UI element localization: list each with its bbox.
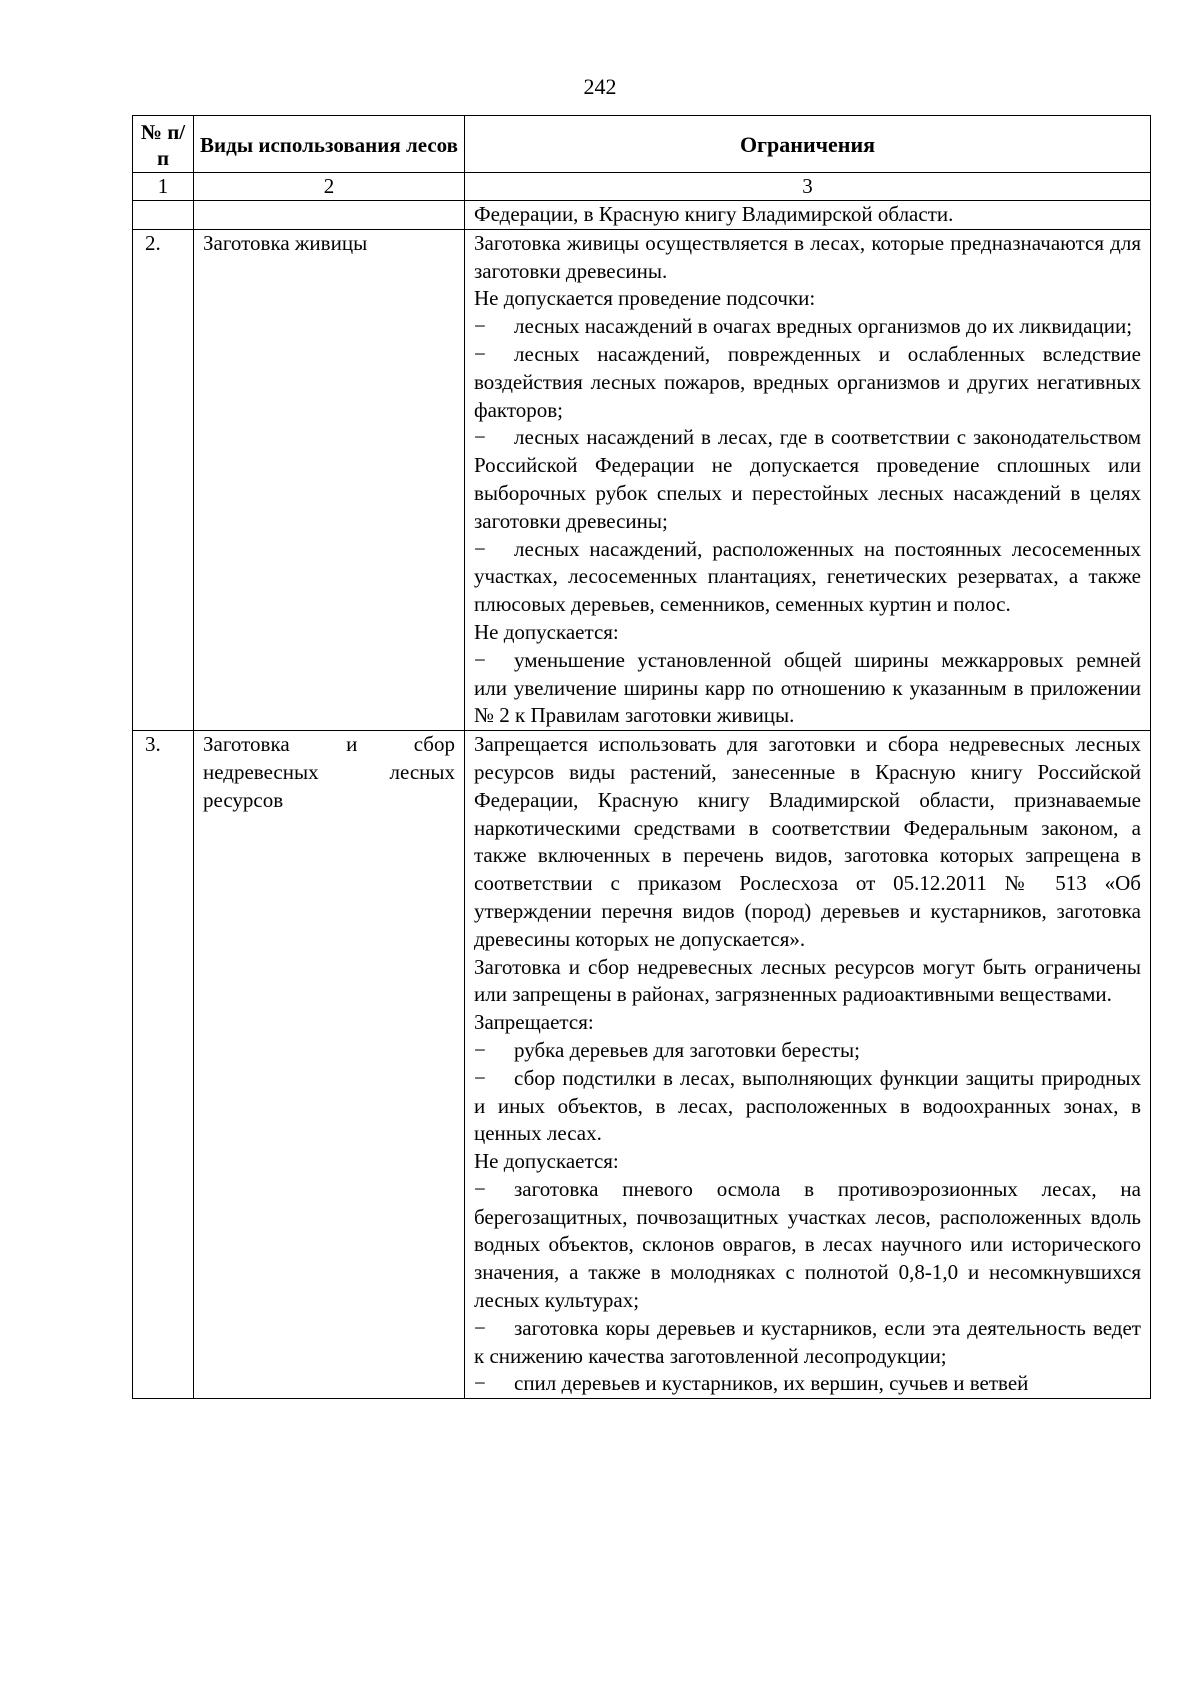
dash-item: − заготовка пневого осмола в противоэрозионных лесах, на берегозащитных, почвозащитных участках лесов, расположенных вдоль водных объектов, склонов оврагов, в лесах научного или исторического значения, а также в молодняках с полнотой 0,8-1,0 и несомкнувшихся лесных культурах; — [474, 1176, 1141, 1313]
paragraph: Не допускается проведение подсочки: — [474, 286, 816, 311]
kind-label: Заготовка живицы — [203, 230, 368, 255]
dash-icon: − — [474, 1037, 486, 1062]
dash-item: − спил деревьев и кустарников, их вершин, сучьев и ветвей — [474, 1370, 1141, 1398]
paragraph: Не допускается: — [474, 619, 619, 644]
paragraph: Заготовка живицы осуществляется в лесах, которые предназначаются для заготовки древесины. — [474, 230, 1141, 283]
paragraph: Федерации, в Красную книгу Владимирской области. — [474, 202, 954, 226]
table-row — [133, 731, 1151, 1399]
header-num: № п/п — [133, 116, 194, 173]
row-num — [133, 201, 194, 230]
dash-item: − заготовка коры деревьев и кустарников, если эта деятельность ведет к снижению качества заготовленной лесопродукции; — [474, 1315, 1141, 1368]
dash-item: − рубка деревьев для заготовки бересты; — [474, 1037, 1141, 1065]
row-restrictions — [465, 229, 1151, 730]
header-restrictions: Ограничения — [465, 116, 1151, 173]
column-index-3: 3 — [465, 173, 1151, 201]
row-kind — [194, 229, 465, 730]
dash-item: − лесных насаждений, расположенных на постоянных лесосеменных участках, лесосеменных плантациях, генетических резерватах, а также плюсовых деревьев, семенников, семенных куртин и полос. — [474, 536, 1141, 617]
dash-item: − лесных насаждений, поврежденных и ослабленных вследствие воздействия лесных пожаров, вредных организмов и других негативных факторов; — [474, 341, 1141, 422]
restrictions-table — [132, 115, 1151, 1399]
dash-icon: − — [474, 1315, 486, 1340]
table-row — [133, 201, 1151, 230]
page-number: 242 — [583, 74, 617, 99]
column-index-2: 2 — [194, 173, 465, 201]
paragraph: Запрещается использовать для заготовки и сбора недревесных лесных ресурсов виды растений, занесенные в Красную книгу Российской Федерации, Красную книгу Владимирской области, признаваемые наркотическими средствами в соответствии Федеральным законом, а также включенных в перечень видов, заготовка которых запрещена в соответствии с приказом Рослесхоза от 05.12.2011 № 513 «Об утверждении перечня видов (пород) деревьев и кустарников, заготовка древесины которых не допускается». — [474, 732, 1141, 951]
dash-icon: − — [474, 1065, 486, 1090]
dash-item: − лесных насаждений в очагах вредных организмов до их ликвидации; — [474, 313, 1141, 341]
row-restrictions-continued — [465, 201, 1151, 230]
dash-icon: − — [474, 536, 486, 561]
paragraph: Заготовка и сбор недревесных лесных ресурсов могут быть ограничены или запрещены в районах, загрязненных радиоактивными веществами. — [474, 954, 1141, 1007]
dash-icon: − — [474, 314, 486, 339]
dash-icon: − — [474, 425, 486, 450]
table-header-row — [133, 116, 1151, 173]
dash-icon: − — [474, 1176, 486, 1201]
paragraph: Не допускается: — [474, 1149, 619, 1174]
header-kind: Виды использования лесов — [194, 116, 465, 173]
row-num: 2. — [133, 229, 194, 730]
table-row — [133, 229, 1151, 730]
dash-icon: − — [474, 1371, 486, 1396]
dash-item: − лесных насаждений в лесах, где в соответствии с законодательством Российской Федерации не допускается проведение сплошных или выборочных рубок спелых и перестойных лесных насаждений в целях заготовки древесины; — [474, 425, 1141, 533]
dash-icon: − — [474, 647, 486, 672]
column-index-row — [133, 173, 1151, 201]
kind-label: Заготовка и сбор недревесных лесных ресурсов — [203, 732, 455, 812]
row-num: 3. — [133, 731, 194, 1399]
dash-icon: − — [474, 341, 486, 366]
dash-item: − сбор подстилки в лесах, выполняющих функции защиты природных и иных объектов, в лесах, расположенных в водоохранных зонах, в ценных лесах. — [474, 1065, 1141, 1146]
row-kind — [194, 201, 465, 230]
paragraph: Запрещается: — [474, 1010, 594, 1035]
row-restrictions — [465, 731, 1151, 1399]
dash-item: − уменьшение установленной общей ширины межкарровых ремней или увеличение ширины карр по отношению к указанным в приложении № 2 к Правилам заготовки живицы. — [474, 647, 1141, 728]
row-kind — [194, 731, 465, 1399]
column-index-1: 1 — [133, 173, 194, 201]
